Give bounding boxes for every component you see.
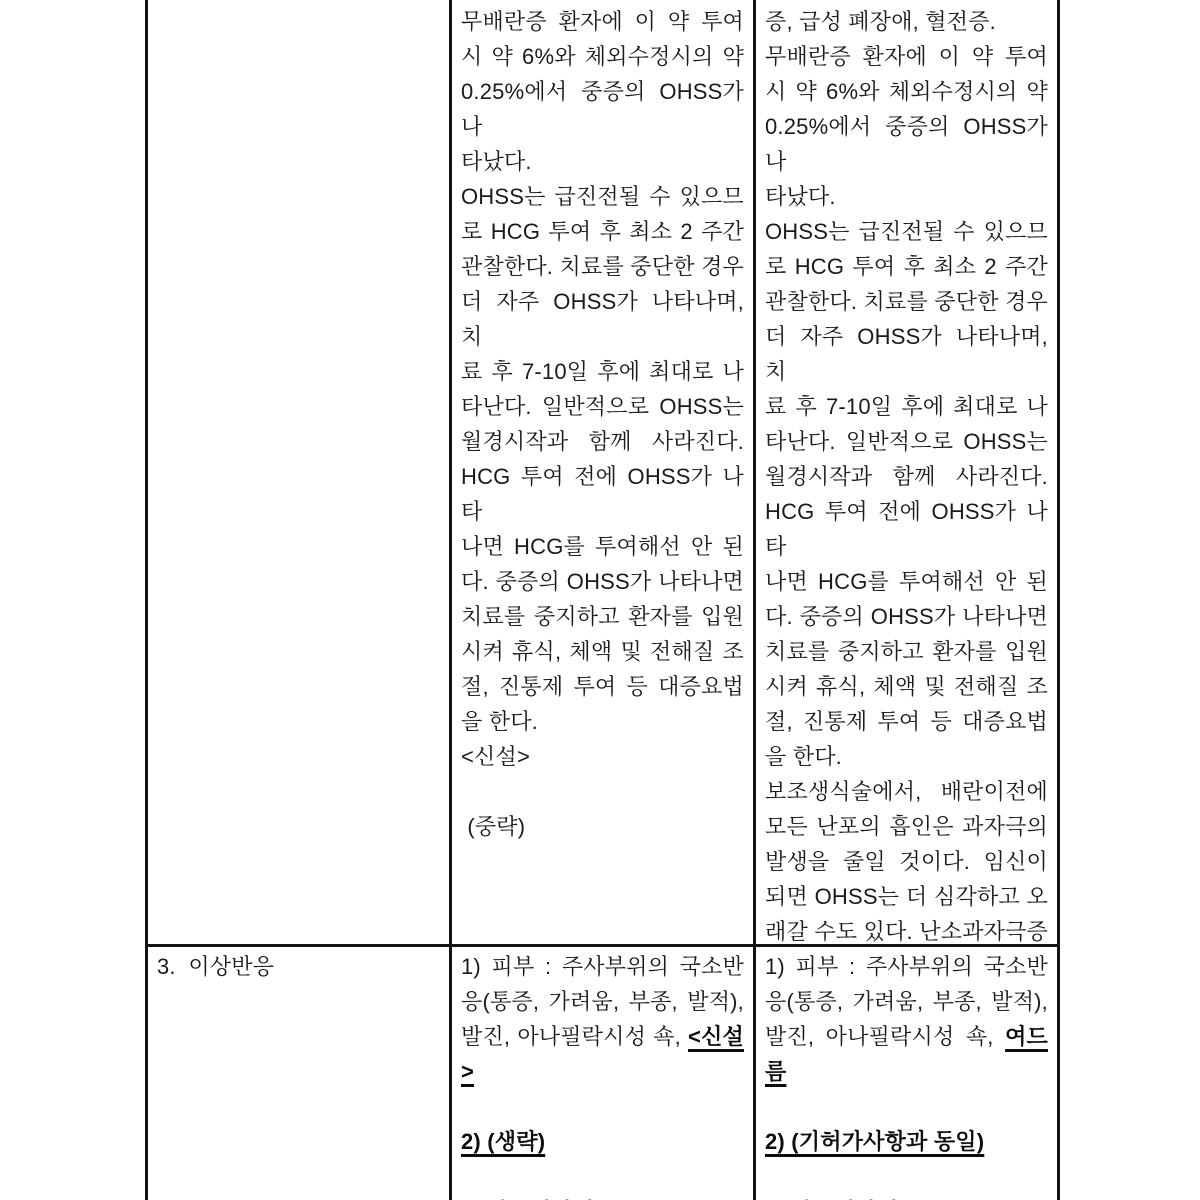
text-line [461,529,744,564]
body-text: 다. 중증의 OHSS가 나타나면 [765,604,1048,629]
text-line [461,1089,744,1124]
text-line [765,774,1048,809]
body-text: 되면 OHSS는 더 심각하고 오 [765,884,1048,909]
text-line [461,144,744,179]
body-text: 나면 HCG를 투여해선 안 된 [461,534,744,559]
text-line [461,1159,744,1194]
text-line [765,1089,1048,1124]
revision-marker-text: 여드름 [765,1024,1048,1084]
revision-marker-text: 2) (기허가사항과 동일) [765,1129,985,1154]
body-text: HCG 투여 전에 OHSS가 나타 [765,499,1048,559]
text-line [765,284,1048,319]
text-line [461,459,744,529]
body-text: 0.25%에서 중증의 OHSS가 나 [461,79,744,139]
body-text: OHSS는 급진전될 수 있으므 [461,184,744,209]
row2-col2-cell [452,947,756,1200]
body-text: 시 약 6%와 체외수정시의 약 [765,79,1048,104]
body-text: 료 후 7-10일 후에 최대로 나 [461,359,744,384]
body-text: 시 약 6%와 체외수정시의 약 [461,44,744,69]
text-line [765,319,1048,389]
body-text: 료 후 7-10일 후에 최대로 나 [765,394,1048,419]
body-text: 발진, 아나필락시성 쇽, [461,1024,689,1049]
text-line [765,4,1048,39]
text-line [461,214,744,249]
body-text: 발진, 아나필락시성 쇽, [765,1024,1006,1049]
body-text: 래갈 수도 있다. 난소과자극증 [765,919,1048,944]
body-text: 을 한다. [765,744,842,769]
body-text: 타난다. 일반적으로 OHSS는 [765,429,1048,454]
text-line [765,39,1048,74]
body-text: 관찰한다. 치료를 중단한 경우 [765,289,1048,314]
text-line [765,1159,1048,1194]
body-text: <신설> [461,744,530,769]
text-line [765,564,1048,599]
body-text: 시켜 휴식, 체액 및 전해질 조 [765,674,1048,699]
text-line [461,354,744,389]
text-line [461,1054,744,1089]
text-line [765,389,1048,424]
body-text: 응(통증, 가려움, 부종, 발적), [765,989,1048,1014]
text-line [461,389,744,424]
revision-marker-text: 2) (생략) [461,1129,546,1154]
row2-col3-cell [756,947,1060,1200]
text-line [461,424,744,459]
text-line [461,39,744,74]
text-line [461,179,744,214]
text-line [765,1124,1048,1159]
text-line [461,739,744,774]
body-text: OHSS는 급진전될 수 있으므 [765,219,1048,244]
text-line [461,284,744,354]
row2-col1-cell [148,947,452,1200]
text-line [765,459,1048,494]
body-text: 증, 급성 폐장애, 혈전증. [765,9,996,34]
text-line [765,914,1048,947]
body-text: 발생을 줄일 것이다. 임신이 [765,849,1048,874]
revision-marker-text: <신설 [688,1024,744,1049]
row1-col2-cell [452,0,756,947]
text-line [765,1194,1048,1200]
text-line [765,494,1048,564]
body-text: 타났다. [765,184,836,209]
text-line [765,809,1048,844]
text-line [765,984,1048,1019]
body-text: 치료를 중지하고 환자를 입원 [765,639,1048,664]
text-line [765,669,1048,704]
text-line [461,669,744,704]
body-text: 관찰한다. 치료를 중단한 경우 [461,254,744,279]
body-text: 치료를 중지하고 환자를 입원 [461,604,744,629]
text-line [461,704,744,739]
body-text: 나면 HCG를 투여해선 안 된 [765,569,1048,594]
text-line [461,809,744,844]
text-line [765,704,1048,739]
text-line [765,599,1048,634]
text-line [765,424,1048,459]
text-line [461,774,744,809]
body-text: 더 자주 OHSS가 나타나며, 치 [461,289,744,349]
text-line [765,739,1048,774]
row1-col1-cell [148,0,452,947]
body-text: 1) 피부 : 주사부위의 국소반 [461,954,744,979]
body-text: 1) 피부 : 주사부위의 국소반 [765,954,1048,979]
body-text: 시켜 휴식, 체액 및 전해질 조 [461,639,744,664]
revision-marker-text: > [461,1059,475,1084]
body-text: 을 한다. [461,709,538,734]
text-line [461,564,744,599]
body-text: 로 HCG 투여 후 최소 2 주간 [461,219,744,244]
text-line [461,1019,744,1054]
text-line [765,1019,1048,1089]
text-line [765,879,1048,914]
text-line [461,949,744,984]
body-text: 보조생식술에서, 배란이전에 [765,779,1048,804]
body-text: 월경시작과 함께 사라진다. [461,429,744,454]
row1-col3-cell [756,0,1060,947]
body-text: 절, 진통제 투여 등 대증요법 [461,674,744,699]
body-text: 절, 진통제 투여 등 대증요법 [765,709,1048,734]
body-text: 무배란증 환자에 이 약 투여 [461,9,744,34]
comparison-table [145,0,1060,1200]
text-line [765,74,1048,109]
text-line [461,599,744,634]
body-text: 타났다. [461,149,532,174]
text-line [461,1194,744,1200]
body-text: 월경시작과 함께 사라진다. [765,464,1048,489]
text-line [461,634,744,669]
text-line [461,1124,744,1159]
body-text: (중략) [461,814,526,839]
text-line [765,249,1048,284]
text-line [765,179,1048,214]
body-text: 응(통증, 가려움, 부종, 발적), [461,989,744,1014]
body-text: 로 HCG 투여 후 최소 2 주간 [765,254,1048,279]
text-line [461,74,744,144]
body-text: 타난다. 일반적으로 OHSS는 [461,394,744,419]
text-line [765,949,1048,984]
body-text: 다. 중증의 OHSS가 나타나면 [461,569,744,594]
text-line [765,634,1048,669]
row-label: 3. 이상반응 [157,954,275,979]
text-line [461,4,744,39]
body-text: 0.25%에서 중증의 OHSS가 나 [765,114,1048,174]
text-line [461,249,744,284]
text-line [765,109,1048,179]
body-text: 더 자주 OHSS가 나타나며, 치 [765,324,1048,384]
text-line [461,984,744,1019]
body-text: HCG 투여 전에 OHSS가 나타 [461,464,744,524]
body-text: 모든 난포의 흡인은 과자극의 [765,814,1048,839]
text-line [765,214,1048,249]
body-text: 무배란증 환자에 이 약 투여 [765,44,1048,69]
text-line [765,844,1048,879]
